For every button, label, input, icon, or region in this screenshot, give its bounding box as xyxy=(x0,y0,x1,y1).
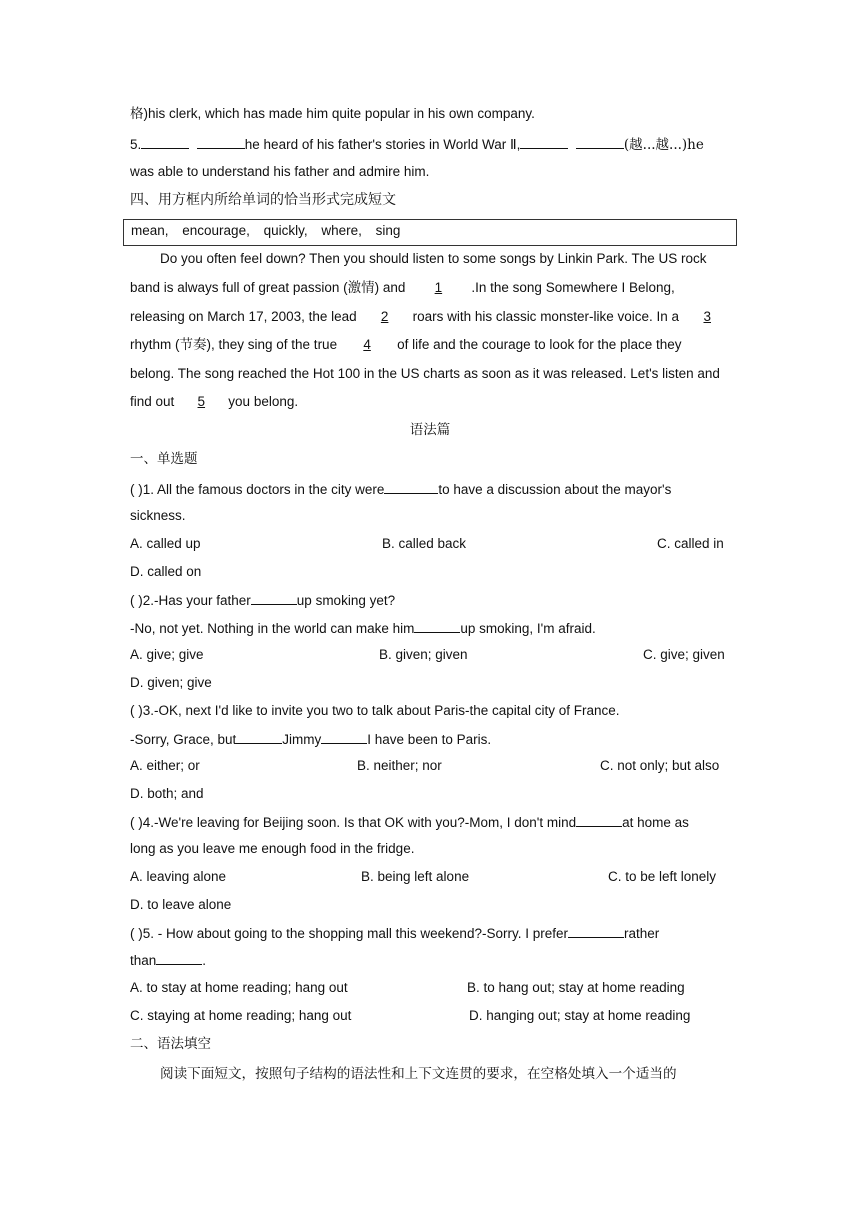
question-3: ( )3.-OK, next I'd like to invite you two to talk about Paris-the capital city of France. xyxy=(130,703,620,718)
answer-blank[interactable] xyxy=(141,134,189,149)
passage-line: find out 5 you belong. xyxy=(130,392,730,412)
passage-line: Do you often feel down? Then you should listen to some songs by Linkin Park. The US rock xyxy=(160,251,707,266)
passage-line: belong. The song reached the Hot 100 in the US charts as soon as it was released. Let's listen and xyxy=(130,366,720,381)
question-5-line: 5. he heard of his father's stories in World War Ⅱ, (越...越...)he xyxy=(130,134,730,154)
option-d[interactable]: D. hanging out; stay at home reading xyxy=(469,1008,691,1023)
option-a[interactable]: A. called up xyxy=(130,536,201,551)
option-b[interactable]: B. given; given xyxy=(379,647,468,662)
numbered-blank[interactable]: 5 xyxy=(197,394,206,409)
passage-line: rhythm (节奏), they sing of the true 4 of life and the courage to look for the place they xyxy=(130,335,730,355)
answer-blank[interactable] xyxy=(321,729,367,744)
option-d[interactable]: D. both; and xyxy=(130,786,204,801)
answer-blank[interactable] xyxy=(384,479,438,494)
question-5: ( )5. - How about going to the shopping mall this weekend?-Sorry. I prefer rather xyxy=(130,923,730,943)
option-c[interactable]: C. give; given xyxy=(643,647,725,662)
option-c[interactable]: C. not only; but also xyxy=(600,758,720,773)
option-c[interactable]: C. called in xyxy=(657,536,724,551)
option-a[interactable]: A. either; or xyxy=(130,758,200,773)
answer-blank[interactable] xyxy=(568,923,624,938)
numbered-blank[interactable]: 2 xyxy=(380,309,389,324)
part2-instruction: 阅读下面短文，按照句子结构的语法性和上下文连贯的要求，在空格处填入一个适当的 xyxy=(160,1066,677,1082)
option-d[interactable]: D. called on xyxy=(130,564,202,579)
option-c[interactable]: C. staying at home reading; hang out xyxy=(130,1008,352,1023)
option-c[interactable]: C. to be left lonely xyxy=(608,869,717,884)
option-b[interactable]: B. called back xyxy=(382,536,467,551)
answer-blank[interactable] xyxy=(251,590,297,605)
text-line: was able to understand his father and admire him. xyxy=(130,164,430,179)
option-a[interactable]: A. to stay at home reading; hang out xyxy=(130,980,348,995)
option-a[interactable]: A. give; give xyxy=(130,647,204,662)
option-b[interactable]: B. neither; nor xyxy=(357,758,442,773)
text-line: long as you leave me enough food in the fridge. xyxy=(130,841,415,856)
option-d[interactable]: D. given; give xyxy=(130,675,212,690)
option-a[interactable]: A. leaving alone xyxy=(130,869,227,884)
answer-blank[interactable] xyxy=(197,134,245,149)
text-line: -Sorry, Grace, but Jimmy I have been to Paris. xyxy=(130,729,730,749)
text-line: -No, not yet. Nothing in the world can make him up smoking, I'm afraid. xyxy=(130,618,730,638)
question-1: ( )1. All the famous doctors in the city were to have a discussion about the mayor's xyxy=(130,479,730,499)
text-line: 格)his clerk, which has made him quite popular in his own company. xyxy=(130,106,535,121)
answer-blank[interactable] xyxy=(414,618,460,633)
passage-line: band is always full of great passion (激情) and 1 .In the song Somewhere I Belong, xyxy=(130,278,730,298)
passage-line: releasing on March 17, 2003, the lead 2 roars with his classic monster-like voice. In a 3 xyxy=(130,307,730,327)
numbered-blank[interactable]: 1 xyxy=(434,280,443,295)
answer-blank[interactable] xyxy=(576,134,624,149)
option-b[interactable]: B. being left alone xyxy=(361,869,470,884)
answer-blank[interactable] xyxy=(576,812,622,827)
numbered-blank[interactable]: 4 xyxy=(363,337,371,352)
answer-blank[interactable] xyxy=(236,729,282,744)
text-line: than . xyxy=(130,950,730,970)
grammar-title: 语法篇 xyxy=(409,422,451,438)
section-heading: 四、用方框内所给单词的恰当形式完成短文 xyxy=(130,192,396,208)
part2-heading: 二、语法填空 xyxy=(130,1036,211,1052)
answer-blank[interactable] xyxy=(520,134,568,149)
part1-heading: 一、单选题 xyxy=(130,451,198,467)
text-line: sickness. xyxy=(130,508,186,523)
numbered-blank[interactable]: 3 xyxy=(703,309,711,324)
option-b[interactable]: B. to hang out; stay at home reading xyxy=(467,980,685,995)
question-2: ( )2.-Has your father up smoking yet? xyxy=(130,590,730,610)
word-box-words: mean, encourage, quickly, where, sing xyxy=(131,223,401,238)
question-4: ( )4.-We're leaving for Beijing soon. Is that OK with you?-Mom, I don't mind at home as xyxy=(130,812,730,832)
option-d[interactable]: D. to leave alone xyxy=(130,897,232,912)
word-box xyxy=(123,219,737,246)
answer-blank[interactable] xyxy=(156,950,202,965)
